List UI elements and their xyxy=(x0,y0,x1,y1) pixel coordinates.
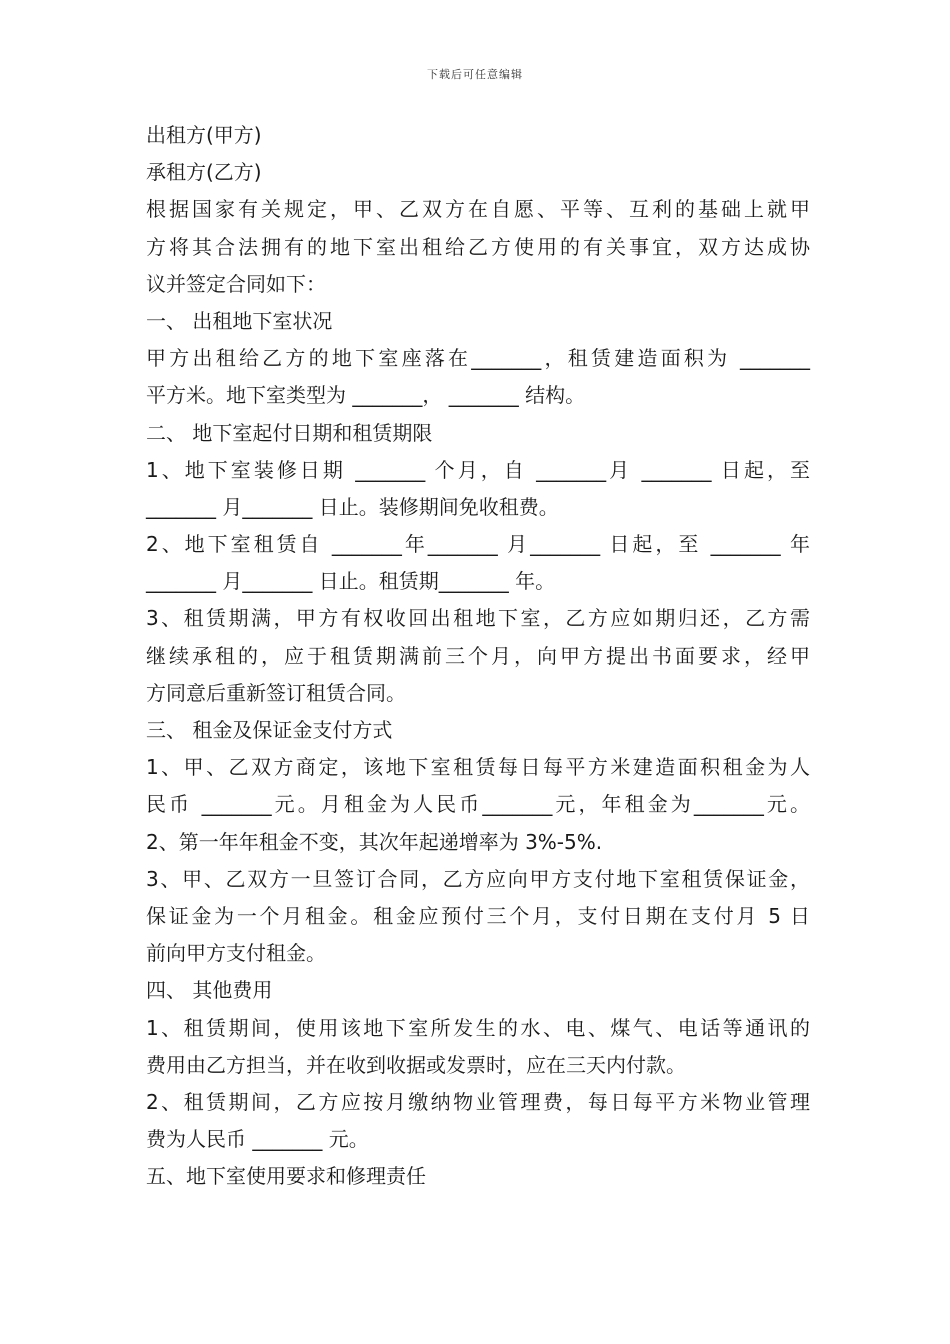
document-line: 前向甲方支付租金。 xyxy=(146,941,326,966)
document-line: 1、租赁期间，使用该地下室所发生的水、电、煤气、电话等通讯的 xyxy=(146,1015,810,1040)
document-line: 继续承租的，应于租赁期满前三个月，向甲方提出书面要求，经甲 xyxy=(146,643,810,668)
document-line: 2、地下室租赁自 _______年_______ 月_______ 日起，至 _______ 年 xyxy=(146,532,810,557)
document-line: _______ 月_______ 日止。租赁期_______ 年。 xyxy=(146,569,556,594)
document-line: 二、 地下室起付日期和租赁期限 xyxy=(146,420,433,445)
document-line: 2、第一年年租金不变，其次年起递增率为 3%-5%. xyxy=(146,829,603,854)
document-line: 费为人民币 _______ 元。 xyxy=(146,1127,369,1152)
document-line: 五、地下室使用要求和修理责任 xyxy=(146,1164,426,1189)
document-line: 费用由乙方担当，并在收到收据或发票时，应在三天内付款。 xyxy=(146,1052,686,1077)
page-header: 下载后可任意编辑 xyxy=(427,68,523,81)
document-line: 方同意后重新签订租赁合同。 xyxy=(146,680,406,705)
document-line: 方将其合法拥有的地下室出租给乙方使用的有关事宜，双方达成协 xyxy=(146,234,810,259)
document-body xyxy=(146,117,810,1195)
document-line: 承租方(乙方) xyxy=(146,160,262,185)
document-line: 三、 租金及保证金支付方式 xyxy=(146,718,393,742)
document-line: 根据国家有关规定，甲、乙双方在自愿、平等、互利的基础上就甲 xyxy=(146,197,810,222)
document-line: 平方米。地下室类型为 _______， _______ 结构。 xyxy=(146,383,586,408)
document-line: 3、甲、乙双方一旦签订合同，乙方应向甲方支付地下室租赁保证金， xyxy=(146,866,810,891)
document-line: 甲方出租给乙方的地下室座落在_______，租赁建造面积为 _______ xyxy=(146,346,810,371)
document-line: 议并签定合同如下： xyxy=(146,271,326,296)
document-line: 保证金为一个月租金。租金应预付三个月，支付日期在支付月 5 日 xyxy=(146,903,810,928)
document-line: 四、 其他费用 xyxy=(146,978,273,1003)
document-line: _______ 月_______ 日止。装修期间免收租费。 xyxy=(146,494,559,519)
document-line: 2、租赁期间，乙方应按月缴纳物业管理费，每日每平方米物业管理 xyxy=(146,1089,810,1114)
document-line: 1、地下室装修日期 _______ 个月，自 _______月 _______ 日起，至 xyxy=(146,457,810,482)
document-line: 3、租赁期满，甲方有权收回出租地下室，乙方应如期归还，乙方需 xyxy=(146,606,810,631)
document-line: 出租方(甲方) xyxy=(146,123,262,147)
document-line: 民币 _______元。月租金为人民币_______元，年租金为_______元。 xyxy=(146,792,810,817)
document-line: 一、 出租地下室状况 xyxy=(146,308,333,333)
document-line: 1、甲、乙双方商定，该地下室租赁每日每平方米建造面积租金为人 xyxy=(146,755,810,780)
